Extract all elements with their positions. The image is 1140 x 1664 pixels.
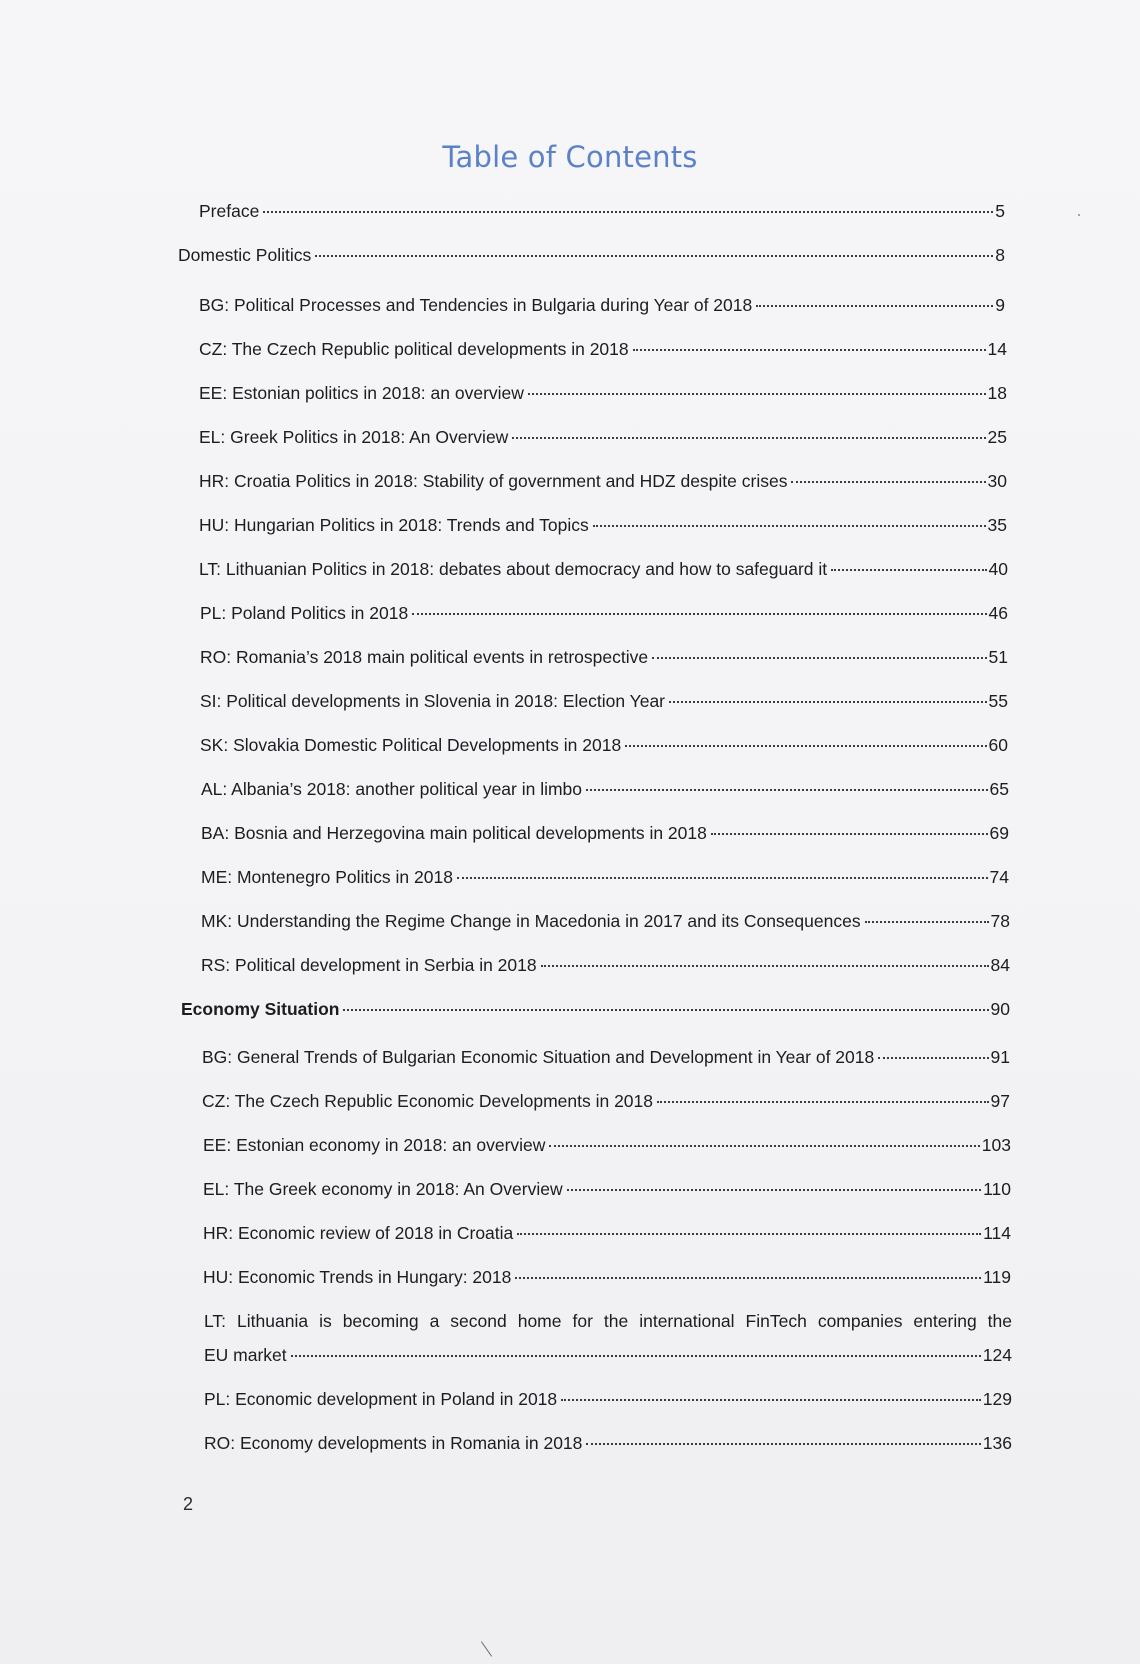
toc-entry-page: 110 [983, 1179, 1011, 1199]
toc-entry-page: 9 [995, 295, 1005, 315]
dot-leader [625, 745, 986, 747]
toc-entry-label: BA: Bosnia and Herzegovina main political developments in 2018 [201, 823, 707, 843]
dot-leader [652, 657, 986, 659]
toc-entry-hu-economy[interactable] [203, 1266, 1011, 1288]
toc-entry-page: 14 [987, 339, 1007, 359]
toc-entry-rs-politics[interactable] [201, 954, 1010, 976]
toc-entry-label: Domestic Politics [178, 245, 312, 265]
toc-entry-label: ME: Montenegro Politics in 2018 [201, 867, 453, 887]
toc-entry-page: 103 [981, 1135, 1011, 1155]
toc-entry-label: BG: General Trends of Bulgarian Economic Situation and Development in Year of 2018 [202, 1047, 875, 1067]
toc-entry-ee-economy[interactable] [203, 1134, 1011, 1156]
dot-leader [878, 1057, 988, 1059]
dot-leader [586, 789, 988, 791]
dot-leader [315, 255, 993, 257]
toc-entry-page: 97 [990, 1091, 1010, 1111]
toc-entry-mk-politics[interactable] [201, 910, 1010, 932]
toc-title: Table of Contents [442, 140, 698, 174]
dot-leader [512, 437, 985, 439]
toc-entry-page: 40 [988, 559, 1008, 579]
toc-entry-bg-economy[interactable] [202, 1046, 1010, 1068]
toc-entry-page: 91 [990, 1047, 1010, 1067]
toc-entry-label: MK: Understanding the Regime Change in Macedonia in 2017 and its Consequences [201, 911, 861, 931]
toc-entry-page: 84 [990, 955, 1010, 975]
dot-leader [457, 877, 988, 879]
toc-entry-label: PL: Economic development in Poland in 2018 [204, 1389, 558, 1409]
toc-entry-label-line1: LT: Lithuania is becoming a second home for the international FinTech companies entering the [204, 1311, 1012, 1331]
toc-entry-page: 78 [990, 911, 1010, 931]
toc-entry-label: CZ: The Czech Republic political developments in 2018 [199, 339, 629, 359]
toc-entry-page: 35 [987, 515, 1007, 535]
toc-entry-cz-economy[interactable] [202, 1090, 1010, 1112]
toc-entry-label: HU: Hungarian Politics in 2018: Trends and Topics [199, 515, 589, 535]
toc-entry-page: 60 [988, 735, 1008, 755]
toc-entry-me-politics[interactable] [201, 866, 1009, 888]
dot-leader [291, 1355, 981, 1357]
toc-entry-label: EL: The Greek economy in 2018: An Overview [203, 1179, 563, 1199]
toc-entry-el-politics[interactable] [199, 426, 1007, 448]
toc-entry-ro-politics[interactable] [200, 646, 1008, 668]
dot-leader [549, 1145, 979, 1147]
toc-entry-label: Preface [199, 201, 260, 221]
page-number: 2 [183, 1494, 194, 1514]
toc-entry-label: EE: Estonian economy in 2018: an overview [203, 1135, 546, 1155]
dot-leader [343, 1009, 988, 1011]
toc-entry-bg-politics[interactable] [199, 294, 1005, 316]
toc-entry-line2 [204, 1344, 1012, 1366]
toc-entry-page: 30 [987, 471, 1007, 491]
toc-entry-hr-economy[interactable] [203, 1222, 1011, 1244]
paper-speck [1078, 214, 1080, 216]
dot-leader [756, 305, 993, 307]
toc-entry-label: HU: Economic Trends in Hungary: 2018 [203, 1267, 512, 1287]
toc-entry-sk-politics[interactable] [200, 734, 1008, 756]
toc-entry-page: 55 [988, 691, 1008, 711]
dot-leader [561, 1399, 981, 1401]
toc-entry-page: 46 [988, 603, 1008, 623]
toc-entry-page: 65 [989, 779, 1009, 799]
toc-entry-label: HR: Croatia Politics in 2018: Stability of government and HDZ despite crises [199, 471, 788, 491]
toc-entry-label: EU market [204, 1345, 287, 1365]
toc-entry-page: 119 [983, 1267, 1011, 1287]
toc-entry-page: 5 [995, 201, 1005, 221]
toc-entry-cz-politics[interactable] [199, 338, 1007, 360]
toc-entry-pl-politics[interactable] [200, 602, 1008, 624]
toc-entry-label: SI: Political developments in Slovenia in 2018: Election Year [200, 691, 666, 711]
toc-entry-pl-economy[interactable] [204, 1388, 1012, 1410]
toc-entry-label: AL: Albania’s 2018: another political year in limbo [201, 779, 583, 799]
toc-entry-el-economy[interactable] [203, 1178, 1011, 1200]
toc-entry-page: 8 [995, 245, 1005, 265]
dot-leader [541, 965, 989, 967]
dot-leader [669, 701, 987, 703]
toc-entry-si-politics[interactable] [200, 690, 1008, 712]
toc-entry-hr-politics[interactable] [199, 470, 1007, 492]
toc-entry-page: 69 [989, 823, 1009, 843]
toc-entry-page: 136 [982, 1433, 1012, 1453]
toc-entry-page: 18 [987, 383, 1007, 403]
dot-leader [657, 1101, 989, 1103]
toc-entry-page: 25 [987, 427, 1007, 447]
toc-entry-ba-politics[interactable] [201, 822, 1009, 844]
toc-entry-hu-politics[interactable] [199, 514, 1007, 536]
toc-entry-preface[interactable] [199, 200, 1005, 222]
toc-entry-label: EL: Greek Politics in 2018: An Overview [199, 427, 509, 447]
toc-entry-label: RO: Romania’s 2018 main political events in retrospective [200, 647, 649, 667]
toc-entry-page: 74 [989, 867, 1009, 887]
toc-entry-label: Economy Situation [181, 999, 340, 1019]
toc-entry-page: 114 [983, 1223, 1011, 1243]
toc-entry-ro-economy[interactable] [204, 1432, 1012, 1454]
dot-leader [263, 211, 993, 213]
toc-entry-label: PL: Poland Politics in 2018 [200, 603, 409, 623]
dot-leader [528, 393, 986, 395]
toc-entry-lt-economy[interactable] [204, 1310, 1012, 1366]
dot-leader [567, 1189, 982, 1191]
dot-leader [633, 349, 986, 351]
toc-entry-label: RO: Economy developments in Romania in 2018 [204, 1433, 583, 1453]
dot-leader [791, 481, 985, 483]
toc-entry-label: SK: Slovakia Domestic Political Developments in 2018 [200, 735, 622, 755]
dot-leader [711, 833, 988, 835]
toc-entry-label: RS: Political development in Serbia in 2018 [201, 955, 537, 975]
toc-entry-label: CZ: The Czech Republic Economic Developments in 2018 [202, 1091, 654, 1111]
toc-entry-ee-politics[interactable] [199, 382, 1007, 404]
toc-entry-economy-situation[interactable] [181, 998, 1010, 1020]
dot-leader [515, 1277, 981, 1279]
toc-entry-domestic-politics[interactable] [178, 244, 1005, 266]
dot-leader [412, 613, 986, 615]
toc-entry-al-politics[interactable] [201, 778, 1009, 800]
dot-leader [831, 569, 986, 571]
toc-entry-label: HR: Economic review of 2018 in Croatia [203, 1223, 514, 1243]
toc-entry-label: LT: Lithuanian Politics in 2018: debates about democracy and how to safeguard it [199, 559, 828, 579]
toc-entry-label: EE: Estonian politics in 2018: an overview [199, 383, 524, 403]
toc-entry-lt-politics[interactable] [199, 558, 1008, 580]
dot-leader [517, 1233, 981, 1235]
toc-entry-page: 129 [982, 1389, 1012, 1409]
dot-leader [865, 921, 989, 923]
dot-leader [586, 1443, 980, 1445]
toc-entry-page: 124 [982, 1345, 1012, 1365]
toc-entry-label: BG: Political Processes and Tendencies in Bulgaria during Year of 2018 [199, 295, 753, 315]
toc-entry-page: 90 [990, 999, 1010, 1019]
dot-leader [593, 525, 986, 527]
toc-entry-page: 51 [988, 647, 1008, 667]
